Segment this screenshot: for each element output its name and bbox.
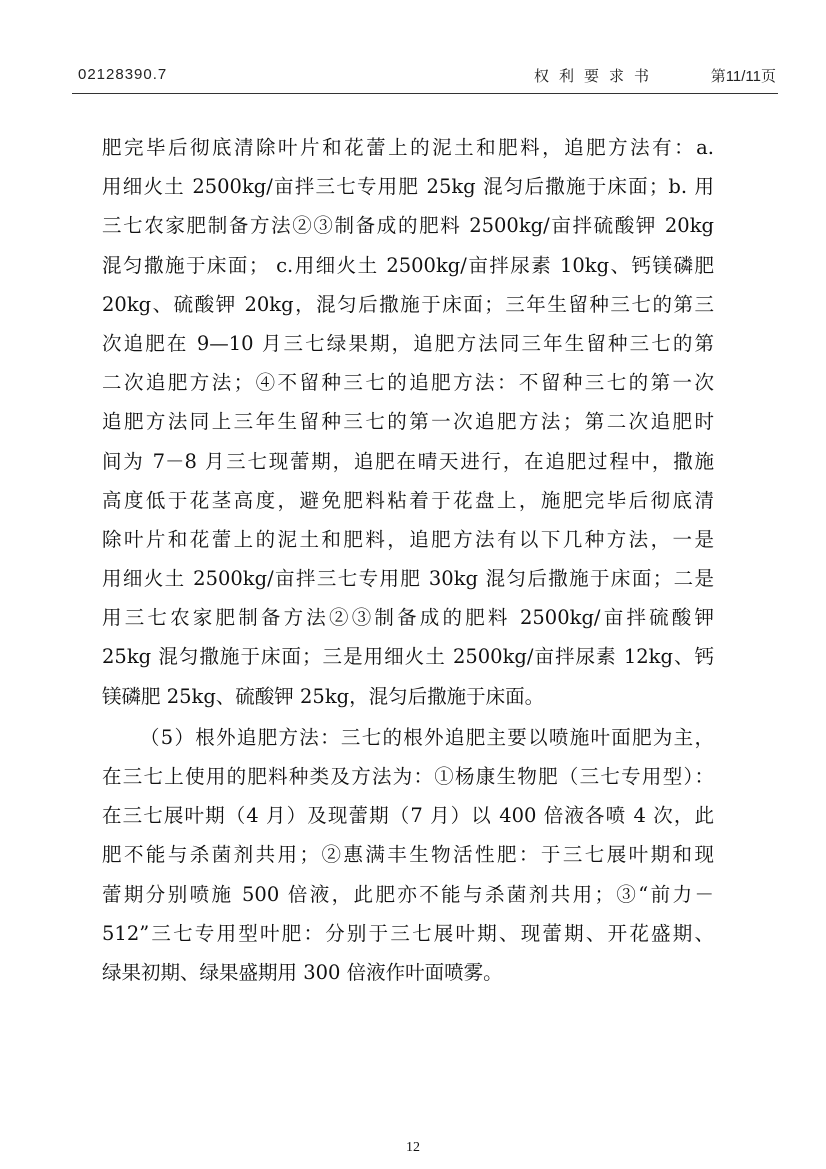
header-rule <box>72 93 778 94</box>
text-line: 在三七上使用的肥料种类及方法为：①杨康生物肥（三七专用型）： <box>102 765 714 788</box>
text-line: 用三七农家肥制备方法②③制备成的肥料 2500kg/亩拌硫酸钾 <box>102 606 714 630</box>
page-info: 第11/11页 <box>710 68 776 85</box>
text-line: 次追肥在 9—10 月三七绿果期，追肥方法同三年生留种三七的第 <box>102 331 714 355</box>
text-line: （5）根外追肥方法：三七的根外追肥主要以喷施叶面肥为主， <box>140 725 714 749</box>
text-line: 在三七展叶期（4 月）及现蕾期（7 月）以 400 倍液各喷 4 次，此 <box>102 804 714 828</box>
application-number: 02128390.7 <box>78 66 168 83</box>
text-line: 间为 7－8 月三七现蕾期，追肥在晴天进行，在追肥过程中，撒施 <box>102 449 714 473</box>
page-header <box>78 62 776 88</box>
text-line: 二次追肥方法；④不留种三七的追肥方法：不留种三七的第一次 <box>102 371 714 395</box>
text-line: 用细火土 2500kg/亩拌三七专用肥 30kg 混匀后撒施于床面；二是 <box>102 567 714 591</box>
text-line: 镁磷肥 25kg、硫酸钾 25kg，混匀后撒施于床面。 <box>102 684 545 708</box>
paragraph-1 <box>102 128 714 716</box>
text-line: 除叶片和花蕾上的泥土和肥料，追肥方法有以下几种方法，一是 <box>102 527 714 551</box>
text-line: 混匀撒施于床面； c.用细火土 2500kg/亩拌尿素 10kg、钙镁磷肥 <box>102 253 714 277</box>
claims-body <box>102 128 714 992</box>
text-line: 追肥方法同上三年生留种三七的第一次追肥方法；第二次追肥时 <box>102 410 714 434</box>
document-type: 权利要求书 <box>534 68 660 85</box>
text-line: 512”三七专用型叶肥：分别于三七展叶期、现蕾期、开花盛期、 <box>102 921 714 945</box>
paragraph-2 <box>102 718 714 992</box>
text-line: 20kg、硫酸钾 20kg，混匀后撒施于床面；三年生留种三七的第三 <box>102 292 714 316</box>
text-line: 绿果初期、绿果盛期用 300 倍液作叶面喷雾。 <box>102 960 503 984</box>
text-line: 蕾期分别喷施 500 倍液，此肥亦不能与杀菌剂共用；③“前力－ <box>102 882 714 906</box>
page-number: 12 <box>406 1140 420 1155</box>
text-line: 高度低于花茎高度，避免肥料粘着于花盘上，施肥完毕后彻底清 <box>102 488 714 512</box>
text-line: 肥不能与杀菌剂共用；②惠满丰生物活性肥：于三七展叶期和现 <box>102 843 714 867</box>
text-line: 肥完毕后彻底清除叶片和花蕾上的泥土和肥料，追肥方法有：a. <box>102 136 714 159</box>
text-line: 三七农家肥制备方法②③制备成的肥料 2500kg/亩拌硫酸钾 20kg <box>102 214 714 238</box>
text-line: 用细火土 2500kg/亩拌三七专用肥 25kg 混匀后撒施于床面；b. 用 <box>102 175 714 199</box>
text-line: 25kg 混匀撒施于床面；三是用细火土 2500kg/亩拌尿素 12kg、钙 <box>102 645 714 669</box>
